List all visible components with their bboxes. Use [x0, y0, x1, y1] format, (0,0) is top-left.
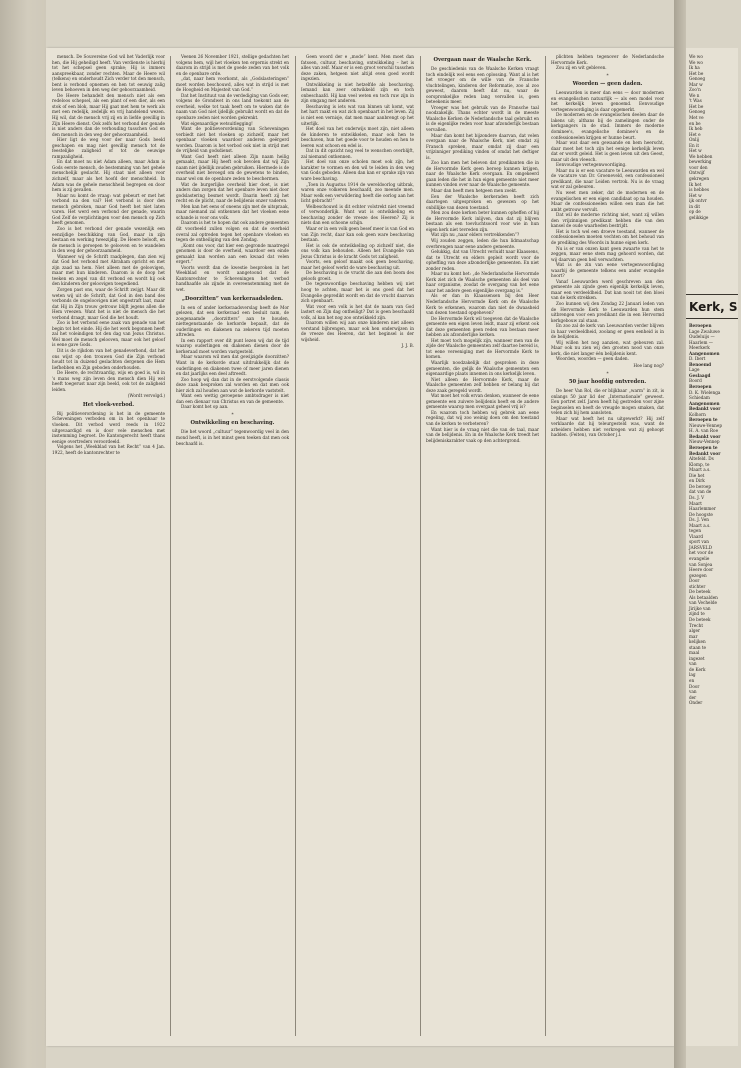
article-paragraph: mensch. De Souvereine God wil het Vaderlijk voor hen, die Hij geheiligd heeft. Van verdienste is hierbij tot het schepsel geen sprake; Hij is immers aanspreekbaar, zonder rechten. Maar de Heere wil (telkens) en onderhoudt Zich verder tot den mensch, bent is verbond opnemen en hen tot eeuwig zalig leven behoeven in den weg der gehoorzaamheid. [52, 54, 165, 93]
article-paragraph: Want hier is de vraag niet die van de taal, maar van de belijdenis. En in de Waalsche Kerk treedt het belijdeniskarakter vaak op den achtergrond. [426, 426, 539, 443]
adjacent-text-line: in dit [689, 203, 701, 209]
church-news-line: Bedankt voor [689, 450, 721, 456]
article-paragraph: Waarlijk noodzakelijk dat gesproken in deze gemeenten, die gelijk de Waalsche gemeenten een eigenaardige plaats innemen in ons kerkelijk leven. [426, 359, 539, 377]
church-news-line: De beteek [689, 616, 711, 622]
adjacent-text-line: We hebben [689, 153, 713, 159]
church-news-line: Trecht [689, 622, 703, 628]
article-paragraph: Want God heeft niet alleen Zijn naam heilig gemaakt, maar Hij heeft ook bevolen dat wij Zijn naam niet ijdellijk zouden gebruiken. Hiermede is de overheid niet bevoegd om de gewetens te binden, maar wel om de openbare zeden te beschermen. [176, 153, 289, 182]
article-paragraph: plichten hebben tegenover de Nederlandsche Hervormde Kerk. [551, 54, 664, 65]
adjacent-text-line: Ik het [689, 181, 702, 187]
article-paragraph: Wanneer wij de Schrift raadplegen, dan zien wij dat God het verbond met Abraham opricht en met zijn zaad na hem. Niet alleen met de geloovigen, maar met hun kinderen. Daarom is de doop het teeken en zegel van dit verbond en wordt hij ook den kinderen der geloovigen toegediend. [52, 253, 165, 287]
church-news-line: Benoemd [689, 361, 712, 367]
church-news-line: dat van de [689, 489, 712, 495]
church-news-line: Meerkerk [689, 345, 710, 351]
article-footnote: Hoe lang nog? [633, 362, 664, 368]
church-news-line: Beroepen te [689, 417, 718, 423]
adjacent-text-line: en be [689, 120, 701, 126]
article-paragraph: Men zou deze kerken beter kunnen opheffen of bij de Hervormde Kerk inlijven, dan dat zij blijven bestaan als een toevluchtsoord voor wie in hun eigen kerk niet tevreden zijn. [426, 210, 539, 232]
adjacent-page-church-news [689, 323, 738, 1038]
article-paragraph: Wat de burgerlijke overheid hier doet, is niet anders dan zorgen dat het openbare leven niet door godslastering besmet wordt. Daarin heeft zij het recht en de plicht, naar de belijdenis onzer vaderen. [176, 181, 289, 204]
church-news-line: De beroep [689, 483, 712, 489]
church-news-line: Jirijke van [689, 605, 711, 611]
article-paragraph: Het is ook de ontwikkeling op zichzelf niet, die ons volk kan behouden. Alleen het Evangelie van Jezus Christus is de kracht Gods tot zaligheid. [301, 242, 414, 259]
adjacent-text-line: Het w [689, 148, 702, 154]
article-paragraph: Wat is de zin van eene vertegenwoordiging waarbij de gemeente telkens een ander evangelie hoort? [551, 262, 664, 279]
adjacent-page [686, 48, 738, 1046]
adjacent-text-line: gelikkige [689, 214, 709, 220]
church-news-line: tegen [689, 528, 702, 534]
article-paragraph: Wat moet het volk ervan denken, wanneer de eene gemeente een zuivere belijdenis heeft en de andere gemeente waarop men overgaat geheel vrij is? [426, 393, 539, 410]
article-paragraph: Zoo is het verbond eene zaak van genade van het begin tot het einde. Hij die het werk begonnen heeft zal het voleindigen tot den dag van Jezus Christus. Wel moet de mensch gelooven, maar ook het geloof is eene gave Gods. [52, 320, 165, 348]
section-divider: * [231, 411, 234, 417]
article-paragraph: De modernen en de evangelischen deelen daar de lakens uit; althans bij de zamelingen onder de kerkgangers in de stad. Immers de moderne dominee's, evangelische dominee's en de confessioneelen krijgen er hunne beurt. [551, 112, 664, 140]
church-news-line: Ds. J. V [689, 494, 705, 500]
adjacent-text-line: Genoeg [689, 109, 706, 115]
article-paragraph: Daarom is het te hopen dat ook andere gemeenten dit voorbeeld zullen volgen en dat de overheid overal zal optreden tegen het openbare vloeken en tegen de ontheiliging van den Zondag. [176, 220, 289, 243]
column-3 [301, 54, 414, 1038]
adjacent-text-line: Mar w [689, 81, 703, 87]
church-news-line: van [689, 689, 697, 695]
church-news-line: Bedankt voor [689, 406, 721, 412]
article-paragraph: Zorgen past ons, waar de Schrift zwijgt. Maar dit weten wij uit de Schrift, dat God in den band des verbonds de ongeloovigen niet ongestraft laat, maar dat Hij in Zijn trouw getrouw blijft jegens allen die Hem vreezen. Want het is niet de mensch die het verbond draagt, maar God die het houdt. [52, 286, 165, 320]
article-heading: 50 jaar hoofdig ontvreden. [568, 379, 647, 386]
church-news-line: Maart [689, 500, 702, 506]
article-heading: Ontwikkeling en beschaving. [190, 420, 275, 427]
adjacent-text-line: We wo [689, 59, 703, 65]
article-paragraph: Want een wettig geroepene ambtsdrager is niet dan een dienaar van Christus en van de gemeente. [176, 393, 289, 404]
church-news-line: Beroepen [689, 323, 712, 328]
church-news-line: zijnd te [689, 611, 705, 617]
church-news-line: het voor de [689, 550, 714, 556]
article-paragraph: En dat moet nu niet Adam alleen, maar Adam is Gods eerste mensch, de bestemming van het gehele menschelijk geslacht. Hij staat niet alleen voor zichzelf, maar als het hoofd der menschheid. In Adam was de gehele menschheid begrepen en door hem is zij gevallen. [52, 159, 165, 193]
church-news-line: mar [689, 633, 698, 639]
article-paragraph: Dat het Instituut van de verdediging van Gods eer, volgens de Grondwet in ons land toekomt aan de overheid, welke tot taak heeft om te waken dat de naam van God niet ijdellijk gebruikt wordt en dat de openbare zeden niet worden gekrenkt. [176, 92, 289, 121]
adjacent-text-line: Met ve [689, 115, 704, 121]
church-news-line: Aangenomen [689, 400, 720, 406]
article-paragraph: „Toen in Augustus 1914 de wereldoorlog uitbrak, waren onze volkeren beschaafd, zoo meende men. Maar welk een verwildering heeft die oorlog aan het licht gebracht!” [301, 181, 414, 204]
church-news-line: De beteek [689, 589, 711, 595]
left-binding-margin [0, 0, 46, 1068]
church-news-line: de Kerk [689, 666, 706, 672]
section-divider: * [606, 72, 609, 78]
article-paragraph: Het doel van onze scholen moet ook zijn, het karakter te vormen en den wil te leiden in den weg van Gods geboden. Alleen dan kan er sprake zijn van ware beschaving. [301, 159, 414, 182]
church-news-line: kelijken [689, 639, 706, 645]
church-news-line: D. K. Wielenga [689, 389, 721, 395]
church-news-line: evangelie [689, 555, 710, 561]
church-news-line: Lage Zwaluwe [689, 328, 720, 334]
article-paragraph: De Heere, de rechtvaardig, wijs en goed is, wil in 's mans weg zijn leven den mensch dien Hij wel heeft toegerust naar zijn beeld, ook tot de zaligheid leiden. [52, 370, 165, 392]
article-paragraph: Daarom willen wij aan onze kinderen niet alleen verstand bijbrengen, maar ook hen onderwijzen in de vreeze des Heeren, dat het beginsel is der wijsheid. [301, 320, 414, 342]
article-paragraph: Voorts wordt dan de kwestie besproken in het Weekblad en wordt aangetoond dat de Kantonrechter te Scheveningen het verbod handhaafde als zijnde in overeenstemming met de wet. [176, 264, 289, 292]
church-news-line: en Dirk [689, 478, 705, 484]
article-paragraph: Voorts, een geloof maakt ook geen beschaving, maar het geloof werkt de ware beschaving uit. [301, 259, 414, 270]
article-paragraph: „Komt ons voor, dat hier een gegronde maatregel genomen is door de overheid, waardoor een einde gemaakt kan worden aan een kwaad dat velen ergert.” [176, 242, 289, 265]
article-paragraph: Men kan het eens of oneens zijn met de uitspraak, maar niemand zal ontkennen dat het vloeken eene schande is voor ons volk. [176, 203, 289, 220]
adjacent-text-line: Het be [689, 103, 704, 109]
article-paragraph: Maar nu is er een vacature te Leeuwarden en wel de vacature van Dr. Groeneveld, een confessioneel predikant, die naar Leiden vertrok. Nu is de vraag wat er zal gebeuren. [551, 167, 664, 190]
adjacent-text-line: gekregen [689, 176, 710, 182]
article-paragraph: Maar nu komt de vraag: wat gebeurt er met het verbond na den val? Het verbond is door den mensch gebroken, maar God heeft het niet laten varen. Het werd een verbond der genade, waarin God Zelf de verplichtingen voor den mensch op Zich heeft genomen. [52, 192, 165, 226]
church-news-line: Geslaagd [689, 372, 711, 378]
article-paragraph: Hier ligt de weg voor der naar Gods beeld geschapen en mag niet gewillig mensch tot de feestelijke zaligheid of tot de eeuwige rampzaligheid. [52, 137, 165, 159]
article-paragraph: Zoo hoop wij dan dat in de eerstvolgende classis deze zaak besproken zal worden en dat men ook hier zich zal houden aan wat de kerkorde vaststelt. [176, 376, 289, 393]
article-paragraph: Dat wil de moderne richting niet, want zij willen den vrijzinnigen predikant hebben die van den kansel de oude waarheden bestrijdt. [551, 212, 664, 229]
article-paragraph: Zou zij en wit gebleven. [556, 65, 607, 71]
article-paragraph: „dat, naar hem voorkomt, als „Godslasteringen” moet worden beschouwd, alles wat in strijd is met de Hoogheid en Majesteit van God.” [176, 76, 289, 93]
church-news-line: Bedankt voor [689, 433, 721, 439]
article-paragraph: Waar er in een volk geen besef meer is van God en van Zijn recht, daar kan ook geen ware beschaving bestaan. [301, 225, 414, 243]
church-news-line: Aangenomen [689, 350, 720, 356]
article-paragraph: Het is toch wel een droeve toestand, wanneer de confessioneelen moeten vechten om het behoud van de prediking des Woords in hunne eigen kerk. [551, 228, 664, 245]
article-paragraph: Vanaf Leeuwarden werd geschreven aan den gemeente als zijnde geen eigenlijk kerkelijk leven, maar een verdeeldheid. Dat kan nooit tot den bloei van de kerk strekken. [551, 278, 664, 301]
newspaper-page [46, 48, 674, 1046]
church-news-line: der [689, 694, 697, 700]
article-heading: Woorden — geen daden. [572, 81, 643, 88]
article-paragraph: De Heere behandelt den mensch niet als een redeloos schepsel, als een plant of een dier, als een stok of een blok, maar Hij gaat met hem te werk als met een redelijk, zedelijk en vrij handelend wezen. Hij wil, dat de mensch vrij zij en in liefde gewillig in Zijn Heere dienst. Ook zelfs het verbond der genade is niet anders dan de verhouding tusschen God en den mensch in den weg der gehoorzaamheid. [52, 92, 165, 137]
column-2 [176, 54, 289, 1038]
article-paragraph: Wat zijn nu „naar elders vertrekkenden”? [431, 232, 520, 238]
article-paragraph: En zoo zal de kerk van Leeuwarden verder blijven in haar verdeeldheid, zoolang er geen eenheid is in de belijdenis. [551, 323, 664, 340]
church-news-line: Heere door [689, 567, 714, 573]
page-gutter [674, 0, 686, 1068]
article-paragraph: De Hervormde Kerk wil toegeven dat de Waalsche gemeente een eigen leven leidt, maar zij erkent ook dat deze gemeenten geen reden van bestaan meer hebben als afzonderlijke kerken. [426, 315, 539, 338]
adjacent-text-line: bewerking [689, 159, 712, 165]
church-news-line: Onder [689, 700, 703, 706]
adjacent-text-line: voor den [689, 164, 708, 170]
article-footnote: (Wordt vervolgd.) [127, 393, 165, 399]
article-paragraph: Gelukkig, dat van Utrecht verluidt naar Klaassens, dat te Utrecht en elders gepleit wordt voor de opheffing van deze afzonderlijke gemeenten. En niet zonder reden. [426, 249, 539, 271]
column-rule [295, 56, 296, 1036]
church-news-line: JARSVELD [689, 544, 712, 550]
church-news-line: Als betaalden [689, 594, 718, 600]
church-news-line: D. Ibert [689, 356, 706, 362]
article-paragraph: Niet alleen de Hervormde Kerk, maar de Waalsche gemeenten zelf hebben er belang bij dat deze zaak geregeld wordt. [426, 376, 539, 393]
church-news-line: van Vechelde [689, 600, 718, 606]
column-4 [426, 54, 539, 1038]
article-paragraph: Beschaving is iets wat van binnen uit komt, wat het hart raakt en wat zich openbaart in het leven. Zij is niet een vernisje, dat men maar aanbrengt op het uiterlijk. [301, 103, 414, 126]
article-paragraph: Zoo kan men het beleven dat predikanten die in de Hervormde Kerk geen beroep kunnen krijgen, naar de Waalsche Kerk overgaan. En omgekeerd gaan leden die het in hun eigen gemeente niet meer kunnen vinden over naar de Waalsche gemeente. [426, 160, 539, 188]
church-news-line: De hoogste [689, 511, 713, 517]
adjacent-text-line: Het be [689, 70, 704, 76]
article-paragraph: Vroeger was het gebruik van de Fransche taal noodzakelijk. Thans echter wordt in de meeste Waalsche Kerken de Nederlandsche taal gebruikt en is de eigenlijke reden voor haar afzonderlijk bestaan vervallen. [426, 104, 539, 133]
church-news-line: Door [689, 683, 700, 689]
article-paragraph: Geen woord der e „mode” kent. Men moet dan fatsoen, cultuur, beschaving, ontwikkeling – het is alles van zelf. Maar er is een groot verschil tusschen deze zaken, hetgeen niet altijd even goed wordt ingezien. [301, 54, 414, 82]
church-news-line: lag [689, 672, 696, 678]
masthead-rule [686, 294, 738, 295]
adjacent-text-line: Ik heb [689, 126, 703, 132]
church-news-line: Ds. J. Ven [689, 517, 709, 523]
article-paragraph: Veenen 26 November 1921, stellige gedachten het volgens hem, wijl het vloeken ten ergernis strekt en daarom in strijd is met de goede zeden van het volk en de openbare orde. [176, 54, 289, 76]
adjacent-text-line: is hebbes [689, 187, 709, 193]
church-news-line: sport van [689, 539, 709, 545]
article-paragraph: Dat in dit opzicht nog veel te wenschen overblijft, zal niemand ontkennen. [301, 148, 414, 159]
article-paragraph: Zoo is het verbond der genade wezenlijk een eenzijdige beschikking van God, maar in zijn bestaan en werking tweezijdig. De Heere belooft, en de mensch is geroepen te gelooven en te wandelen in den weg der gehoorzaamheid. [52, 225, 165, 254]
article-paragraph: En waarom toch hebben wij gebrek aan eene regeling, dat wij zoo weinig doen om den toestand van de kerken te verbeteren? [426, 409, 539, 426]
church-news-line: van Sonjea [689, 561, 713, 567]
article-paragraph: Maar dan komt het bijzondere daarvan, dat velen overgaan naar de Waalsche Kerk, niet omdat zij Fransch spreken, maar omdat zij daar een vrijzinniger prediking vinden of omdat het deftiger is. [426, 132, 539, 160]
column-5 [551, 54, 664, 1038]
article-paragraph: Dit is de rijkdom van het genadeverbond, dat het ons wijst op den trouwen God die Zijn verbond houdt tot in duizend geslachten dergenen die Hem liefhebben en Zijn geboden onderhouden. [52, 347, 165, 370]
article-paragraph: De geschiedenis van de Waalsche Kerken vraagt toch eindelijk wel eens een oplossing. Want al is het het vroeger om de wille van de Fransche vluchtelingen, kinderen der Reformatie, zoo al zoo geweest, daarom heeft dat nu, waar de oorspronkelijke reden lang vervallen is, geen beteekenis meer. [426, 66, 539, 105]
article-paragraph: Die het woord „cultuur” tegenwoordig veel in den mond heeft, is in het minst geen teeken dat men ook beschaafd is. [176, 429, 289, 446]
article-paragraph: Het doel van het onderwijs moet zijn, niet alleen de kinderen te ontwikkelen, maar ook hen te beschaven, hun het goede voor te houden en hen te leeren wat schoon en edel is. [301, 126, 414, 148]
church-news-line: Vlaard [689, 533, 704, 539]
section-divider: * [606, 370, 609, 376]
article-paragraph: Zoo kunnen wij den Zondag 22 Januari leden van de Hervormde Kerk te Leeuwarden hun stem uitbrengen voor een predikant die in een Hervormd kerkgebouw zal staan. [551, 300, 664, 323]
church-news-line: Beroepen te [689, 445, 718, 451]
adjacent-text-line: Genoeg [689, 76, 706, 82]
article-heading: „Doorzitten” van kerkeraadsleden. [182, 295, 283, 302]
article-paragraph: Een der Waalsche kerkeraden heeft zich daartegen uitgesproken en gewezen op het onbillijke van dezen toestand. [426, 193, 539, 210]
church-news-line: Beroepen [689, 384, 712, 390]
article-paragraph: Nu is er van onzen kant geen zwaarte van het te zeggen, maar eene stem mag gehoord worden, dat wij daarvan geen heil verwachten. [551, 245, 664, 262]
adjacent-page-masthead: Kerk, S [689, 300, 738, 314]
adjacent-text-line: Ik ha [689, 65, 700, 71]
church-news-line: Nieuwe-Vennep [689, 422, 723, 428]
article-paragraph: Leeuwarden is meer dan eens — door modernen en evangelischen natuurlijk — als een model voor het kerkelijk leven genoemd. Eenvoudige vertegenwoordiging is daar opgemerkt. [551, 90, 664, 112]
article-paragraph: Wat voor een volk is het dat de naam van God lastert en Zijn dag ontheiligt? Dat is geen beschaafd volk, al kan het nog zoo ontwikkeld zijn. [301, 303, 414, 320]
church-news-line: Door [689, 578, 700, 584]
church-news-line: Lage [689, 367, 700, 373]
column-1 [52, 54, 165, 1038]
church-news-line: maal [689, 650, 700, 656]
church-news-line: Schiedam [689, 395, 710, 401]
adjacent-text-line: op de [689, 209, 701, 215]
article-paragraph: Eenvoudige vertegenwoordiging. [556, 162, 627, 168]
church-news-line: H. A. van Roe [689, 428, 719, 434]
church-news-line: Kolhorn [689, 411, 706, 417]
adjacent-text-line: Onlij [689, 137, 700, 143]
church-news-line: Nieuw-Vennep [689, 439, 720, 445]
masthead-rule [686, 318, 738, 319]
adjacent-text-line: We wo [689, 54, 703, 59]
column-rule [170, 56, 171, 1036]
church-news-line: en [689, 678, 695, 683]
article-paragraph: Als er dan in Klaassensen bij den Heer Nederlandsche Hervormde Kerk om de Waalsche Kerk te erkennen, waarom dan niet de dwaasheid van dezen toestand opgeheven? [426, 293, 539, 316]
article-paragraph: Want de politieverordening van Scheveningen verbiedt niet het vloeken op zichzelf, maar het openbaar vloeken waardoor anderen geërgerd worden. Daarom is het verbod ook niet in strijd met de vrijheid van godsdienst. [176, 126, 289, 154]
church-news-line: Altefeld. Ds [689, 456, 714, 462]
adjacent-page-text-top [686, 54, 741, 220]
adjacent-text-line: Het e [689, 131, 701, 137]
adjacent-text-line: Ontwijf [689, 170, 705, 176]
article-paragraph: Maar nu komt het: „de Nederlandsche Hervormde Kerk ziet zich de Waalsche gemeenten als deel van haar organisme, zoodat de overgang van het eene naar het andere geen eigenlijke overgang is.” [426, 271, 539, 293]
article-paragraph: Maar dan heeft men hetgeen men zoekt. [431, 188, 518, 194]
article-paragraph: Daar komt het op aan. [181, 404, 229, 410]
church-news-line: Die het [689, 472, 705, 478]
article-paragraph: Het moet toch mogelijk zijn, wanneer men van de zijde der Waalsche gemeenten zelf daartoe bereid is, tot eene vereeniging met de Hervormde Kerk te komen. [426, 337, 539, 360]
adjacent-text-line: ijk ontvr [689, 198, 707, 204]
article-paragraph: In een of ander kerkeraadsverslag heeft de Mor gelezen, dat een kerkeraad een besluit nam, de zoogenaamde „doorzitters” aan te houden, niettegenstaande de kerkorde bepaalt, dat de ouderlingen en diakenen na zekeren tijd moeten aftreden. [176, 304, 289, 338]
church-news-line: stichter [689, 583, 706, 589]
column-rule [545, 56, 546, 1036]
church-news-line: Maart a.s. [689, 522, 711, 528]
church-news-line: Haarlemmer [689, 506, 716, 512]
article-paragraph: Wat eigenaardige wetsuitlegging! [181, 120, 253, 126]
article-paragraph: Maar wat heeft het nu uitgewerkt? Hij zelf verklaarde dat hij teleurgesteld was, want de arbeiders hebben niet verkregen wat zij gehoopt hadden. (Feiten), van October j.l. [551, 415, 664, 438]
article-paragraph: Nu weet men zeker, dat de modernen en de evangelischen er een eigen candidaat op na houden. Maar de confessioneelen willen een man die het ambt getrouw vervult. [551, 190, 664, 212]
church-news-line: Haarlem — [689, 339, 713, 345]
church-news-line: Klomp, te [689, 461, 710, 467]
church-news-line: staan te [689, 644, 707, 650]
article-heading: Overgaan naar de Waalsche Kerk. [433, 57, 532, 63]
church-news-line: gezegen [689, 572, 707, 578]
church-news-line: Maart a.s. [689, 467, 711, 473]
article-paragraph: Woorden, woorden — geen daden. [556, 356, 629, 362]
article-paragraph: De tegenwoordige beschaving hebben wij niet hoog te achten, maar het is ons goed dat het Evangelie gepredikt wordt en dat de vrucht daarvan zich openbaart. [301, 281, 414, 304]
adjacent-text-line: Het w [689, 192, 702, 198]
article-paragraph: Wij willen het nog aanzien, wat gebeuren zal. Maar ook nu zien wij den grooten nood van onze kerk, die niet langer één belijdenis kent. [551, 339, 664, 356]
column-rule [420, 56, 421, 1036]
article-signature: J. J. B. [401, 343, 414, 349]
church-news-line: Boord [689, 378, 702, 384]
article-heading: Het vloek-verbod. [82, 401, 135, 408]
article-paragraph: Ontwikkeling is niet hetzelfde als beschaving. Iemand kan zeer ontwikkeld zijn en toch onbeschaafd. Hij kan veel weten en toch ruw zijn in zijn omgang met anderen. [301, 81, 414, 104]
article-paragraph: Maar wat daar een gewaande en hem heerscht, daar moet het toch zijn het eenige kerkelijk leven dat er wordt geleid. Het is geen leven uit den Geest, maar uit den vleesch. [551, 140, 664, 162]
article-paragraph: De heer Van Rol, die er blijkbaar „warm” in zit, is onlangs 50 jaar lid der „Internationale” geweest. Een portret zelf. Jaren heeft hij gestreden voor zijne beginselen en heeft de vreugde mogen smaken, dat velen zich bij hem aansloten. [551, 388, 664, 416]
church-news-line: ingezet [689, 655, 705, 661]
article-paragraph: De beschaving is de vrucht die aan den boom des geloofs groeit. [301, 270, 414, 281]
article-paragraph: Bij politieverordening is het in de gemeente Scheveningen verboden om in het openbaar te vloeken. Dit verbod werd reeds in 1922 uitgevaardigd en is door vele menschen met instemming begroet. De Kantongerecht heeft thans eenige overtreders veroordeeld. [52, 410, 165, 444]
article-paragraph: Volgens het „Weekblad van het Recht” van 4 Jan. 1922, heeft de kantonrechter te [52, 444, 165, 455]
article-paragraph: Welbeschouwd is dit echter volstrekt niet vreemd of verwonderlijk. Want wat is ontwikkeling en beschaving zonder de vreeze des Heeren? Zij is niets dan een schoone schijn. [301, 203, 414, 226]
adjacent-text-line: En it [689, 142, 700, 148]
adjacent-text-line: We n [689, 92, 700, 98]
church-news-line: van [689, 661, 697, 667]
adjacent-text-line: 't Was [689, 98, 702, 104]
church-news-line: Oudeluijs — [689, 334, 715, 340]
article-paragraph: In een rapport over dit punt lezen wij dat de tijd waarop ouderlingen en diakenen dienen door de kerkeraad moet worden vastgesteld. [176, 337, 289, 354]
article-paragraph: Maar waarom wil men dat gewijzigde doorzitten? Want in de kerkorde staat uitdrukkelijk dat de ouderlingen en diakenen twee of meer jaren dienen en dat jaarlijks een deel aftreedt. [176, 354, 289, 377]
article-paragraph: Wij zouden zeggen, leden die hun lidmaatschap overbrengen naar eene andere gemeente. [426, 237, 539, 249]
church-news-line: alger [689, 628, 700, 634]
adjacent-text-line: Zoo'n [689, 87, 701, 93]
